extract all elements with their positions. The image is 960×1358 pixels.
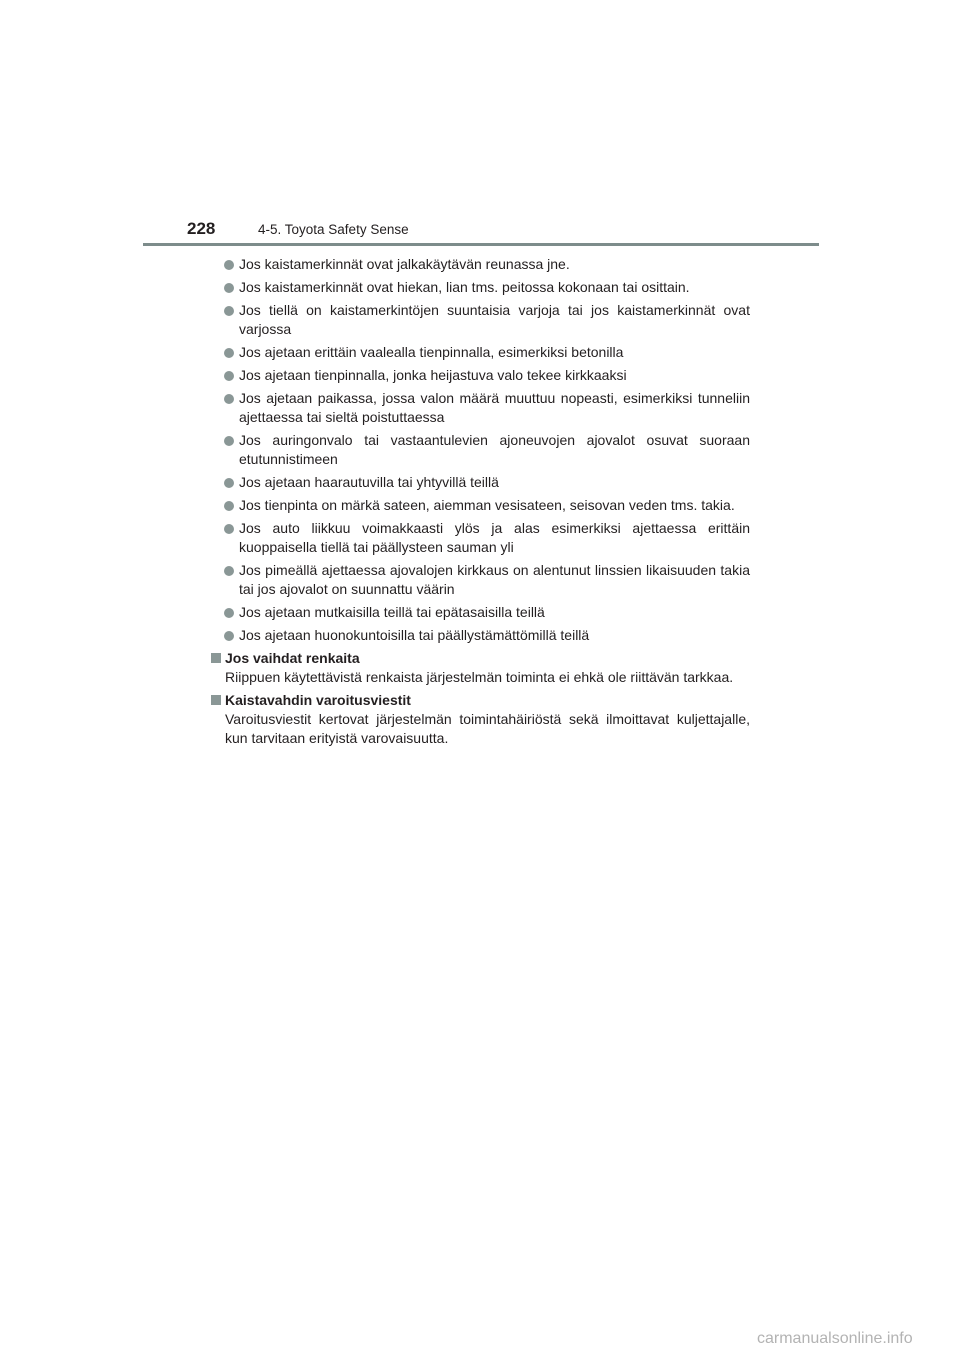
page-header (143, 213, 819, 247)
list-item: Jos tiellä on kaistamerkintöjen suuntaisia varjoja tai jos kaistamerkinnät ovat varjossa (210, 301, 750, 339)
bullet-dot-icon (224, 394, 234, 404)
bullet-dot-icon (224, 501, 234, 511)
list-item: Jos ajetaan mutkaisilla teillä tai epätasaisilla teillä (210, 603, 750, 622)
bullet-dot-icon (224, 566, 234, 576)
bullet-dot-icon (224, 348, 234, 358)
bullet-dot-icon (224, 371, 234, 381)
list-item: Jos pimeällä ajettaessa ajovalojen kirkkaus on alentunut linssien likaisuuden takia tai jos ajovalot on suunnattu väärin (210, 561, 750, 599)
bullet-dot-icon (224, 478, 234, 488)
list-item: Jos ajetaan paikassa, jossa valon määrä muuttuu nopeasti, esimerkiksi tunneliin ajettaessa tai sieltä poistuttaessa (210, 389, 750, 427)
page-content (210, 255, 750, 752)
page-number: 228 (187, 219, 216, 238)
list-item: Jos ajetaan erittäin vaalealla tienpinnalla, esimerkiksi betonilla (210, 343, 750, 362)
bullet-dot-icon (224, 436, 234, 446)
watermark: carmanualsonline.info (757, 1330, 913, 1347)
square-bullet-icon (211, 653, 221, 663)
subsection-body: Varoitusviestit kertovat järjestelmän toimintahäiriöstä sekä ilmoittavat kuljettajalle, kun tarvitaan erityistä varovaisuutta. (225, 711, 750, 746)
list-item: Jos ajetaan haarautuvilla tai yhtyvillä teillä (210, 473, 750, 492)
list-item: Jos auto liikkuu voimakkaasti ylös ja alas esimerkiksi ajettaessa erittäin kuoppaisella tiellä tai päällysteen sauman yli (210, 519, 750, 557)
bullet-dot-icon (224, 260, 234, 270)
list-item: Jos auringonvalo tai vastaantulevien ajoneuvojen ajovalot osuvat suoraan etutunnistimeen (210, 431, 750, 469)
list-item: Jos tienpinta on märkä sateen, aiemman vesisateen, seisovan veden tms. takia. (210, 496, 750, 515)
section-title: 4-5. Toyota Safety Sense (258, 222, 409, 237)
header-rule (143, 243, 819, 246)
list-item: Jos kaistamerkinnät ovat jalkakäytävän reunassa jne. (210, 255, 750, 274)
bullet-dot-icon (224, 631, 234, 641)
subsection-heading: Jos vaihdat renkaita (210, 649, 750, 668)
list-item: Jos ajetaan huonokuntoisilla tai päällystämättömillä teillä (210, 626, 750, 645)
square-bullet-icon (211, 695, 221, 705)
list-item: Jos ajetaan tienpinnalla, jonka heijastuva valo tekee kirkkaaksi (210, 366, 750, 385)
list-item: Jos kaistamerkinnät ovat hiekan, lian tms. peitossa kokonaan tai osittain. (210, 278, 750, 297)
bullet-dot-icon (224, 283, 234, 293)
subsection-heading: Kaistavahdin varoitusviestit (210, 691, 750, 710)
bullet-dot-icon (224, 306, 234, 316)
subsection-body: Riippuen käytettävistä renkaista järjestelmän toiminta ei ehkä ole riittävän tarkkaa. (225, 669, 734, 685)
bullet-dot-icon (224, 608, 234, 618)
bullet-dot-icon (224, 524, 234, 534)
